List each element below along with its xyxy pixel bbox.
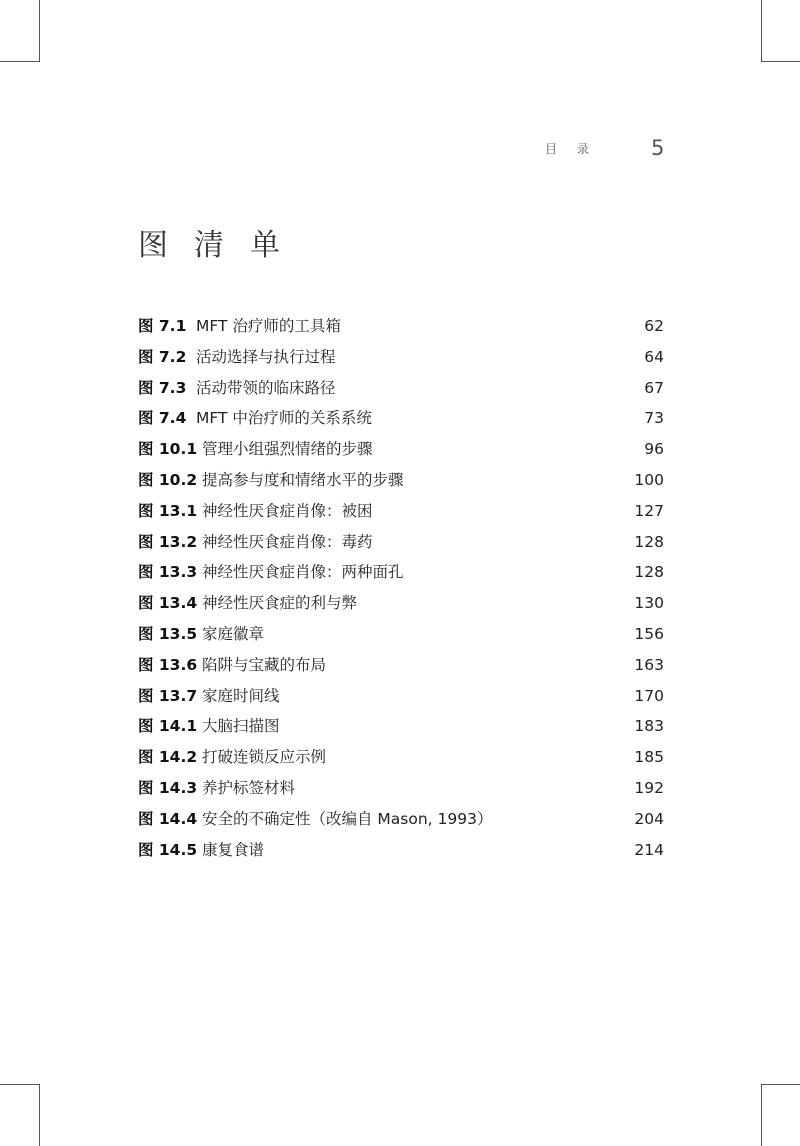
figure-label: 图 10.1: [138, 440, 198, 459]
figure-list-item[interactable]: [138, 681, 664, 712]
figure-page-number: 130: [634, 594, 664, 613]
figure-label: 图 13.3: [138, 563, 198, 582]
figure-title: 陷阱与宝藏的布局: [202, 655, 327, 674]
figure-label: 图 14.5: [138, 840, 198, 859]
figure-list-item[interactable]: [138, 742, 664, 773]
figure-label: 图 7.2: [138, 347, 187, 366]
figure-title: 康复食谱: [202, 840, 265, 859]
figure-page-number: 73: [644, 409, 664, 428]
crop-mark-bottom-right-h: [761, 1084, 800, 1085]
figure-title: 神经性厌食症肖像：被困: [202, 501, 373, 520]
figure-list-item[interactable]: [138, 311, 664, 342]
figure-page-number: 185: [634, 748, 664, 767]
figure-title: 神经性厌食症肖像：毒药: [202, 532, 373, 551]
figure-label: 图 13.6: [138, 655, 198, 674]
figure-title: MFT 中治疗师的关系系统: [196, 409, 372, 428]
figure-page-number: 170: [634, 686, 664, 705]
figure-page-number: 163: [634, 655, 664, 674]
figure-title: 神经性厌食症的利与弊: [202, 594, 358, 613]
figure-label: 图 13.5: [138, 624, 198, 643]
figure-page-number: 127: [634, 501, 664, 520]
page-number: 5: [651, 136, 665, 160]
figure-list-item[interactable]: [138, 835, 664, 866]
page-heading: 图清单: [138, 228, 306, 264]
figure-label: 图 14.2: [138, 748, 198, 767]
figure-list: [138, 311, 664, 865]
figure-page-number: 204: [634, 809, 664, 828]
figure-label: 图 14.4: [138, 809, 198, 828]
figure-title: 活动带领的临床路径: [196, 378, 336, 397]
crop-mark-top-right-v: [761, 0, 762, 62]
figure-list-item[interactable]: [138, 557, 664, 588]
figure-list-item[interactable]: [138, 588, 664, 619]
figure-list-item[interactable]: [138, 619, 664, 650]
figure-page-number: 67: [644, 378, 664, 397]
figure-list-item[interactable]: [138, 804, 664, 835]
figure-page-number: 192: [634, 778, 664, 797]
figure-list-item[interactable]: [138, 403, 664, 434]
running-head: 目录: [545, 142, 610, 156]
crop-mark-top-right-h: [761, 61, 800, 62]
figure-list-item[interactable]: [138, 711, 664, 742]
figure-label: 图 7.3: [138, 378, 187, 397]
figure-list-item[interactable]: [138, 773, 664, 804]
figure-label: 图 13.7: [138, 686, 198, 705]
figure-label: 图 7.1: [138, 317, 187, 335]
figure-page-number: 100: [634, 470, 664, 489]
crop-mark-top-left-h: [0, 61, 40, 62]
figure-title: MFT 治疗师的工具箱: [196, 317, 341, 335]
figure-title: 大脑扫描图: [202, 717, 280, 736]
figure-title: 活动选择与执行过程: [196, 347, 336, 366]
figure-page-number: 128: [634, 563, 664, 582]
figure-label: 图 13.4: [138, 594, 198, 613]
figure-list-item[interactable]: [138, 465, 664, 496]
crop-mark-bottom-right-v: [761, 1084, 762, 1146]
figure-label: 图 10.2: [138, 470, 198, 489]
figure-page-number: 183: [634, 717, 664, 736]
figure-page-number: 64: [644, 347, 664, 366]
figure-title: 养护标签材料: [202, 778, 296, 797]
figure-label: 图 13.2: [138, 532, 198, 551]
figure-label: 图 14.1: [138, 717, 198, 736]
crop-mark-bottom-left-h: [0, 1084, 40, 1085]
figure-page-number: 96: [644, 440, 664, 459]
figure-page-number: 62: [644, 317, 664, 335]
figure-label: 图 7.4: [138, 409, 187, 428]
figure-title: 家庭徽章: [202, 624, 265, 643]
figure-title: 安全的不确定性（改编自 Mason, 1993）: [202, 809, 493, 828]
figure-page-number: 128: [634, 532, 664, 551]
figure-label: 图 14.3: [138, 778, 198, 797]
crop-mark-bottom-left-v: [39, 1084, 40, 1146]
figure-title: 神经性厌食症肖像：两种面孔: [202, 563, 404, 582]
figure-title: 提高参与度和情绪水平的步骤: [202, 470, 404, 489]
figure-list-item[interactable]: [138, 650, 664, 681]
figure-list-item[interactable]: [138, 496, 664, 527]
crop-mark-top-left-v: [39, 0, 40, 62]
figure-list-item[interactable]: [138, 527, 664, 558]
figure-page-number: 156: [634, 624, 664, 643]
figure-title: 家庭时间线: [202, 686, 280, 705]
figure-list-item[interactable]: [138, 434, 664, 465]
figure-title: 管理小组强烈情绪的步骤: [202, 440, 373, 459]
figure-list-item[interactable]: [138, 342, 664, 373]
figure-page-number: 214: [634, 840, 664, 859]
figure-label: 图 13.1: [138, 501, 198, 520]
figure-list-item[interactable]: [138, 373, 664, 404]
figure-title: 打破连锁反应示例: [202, 748, 327, 767]
